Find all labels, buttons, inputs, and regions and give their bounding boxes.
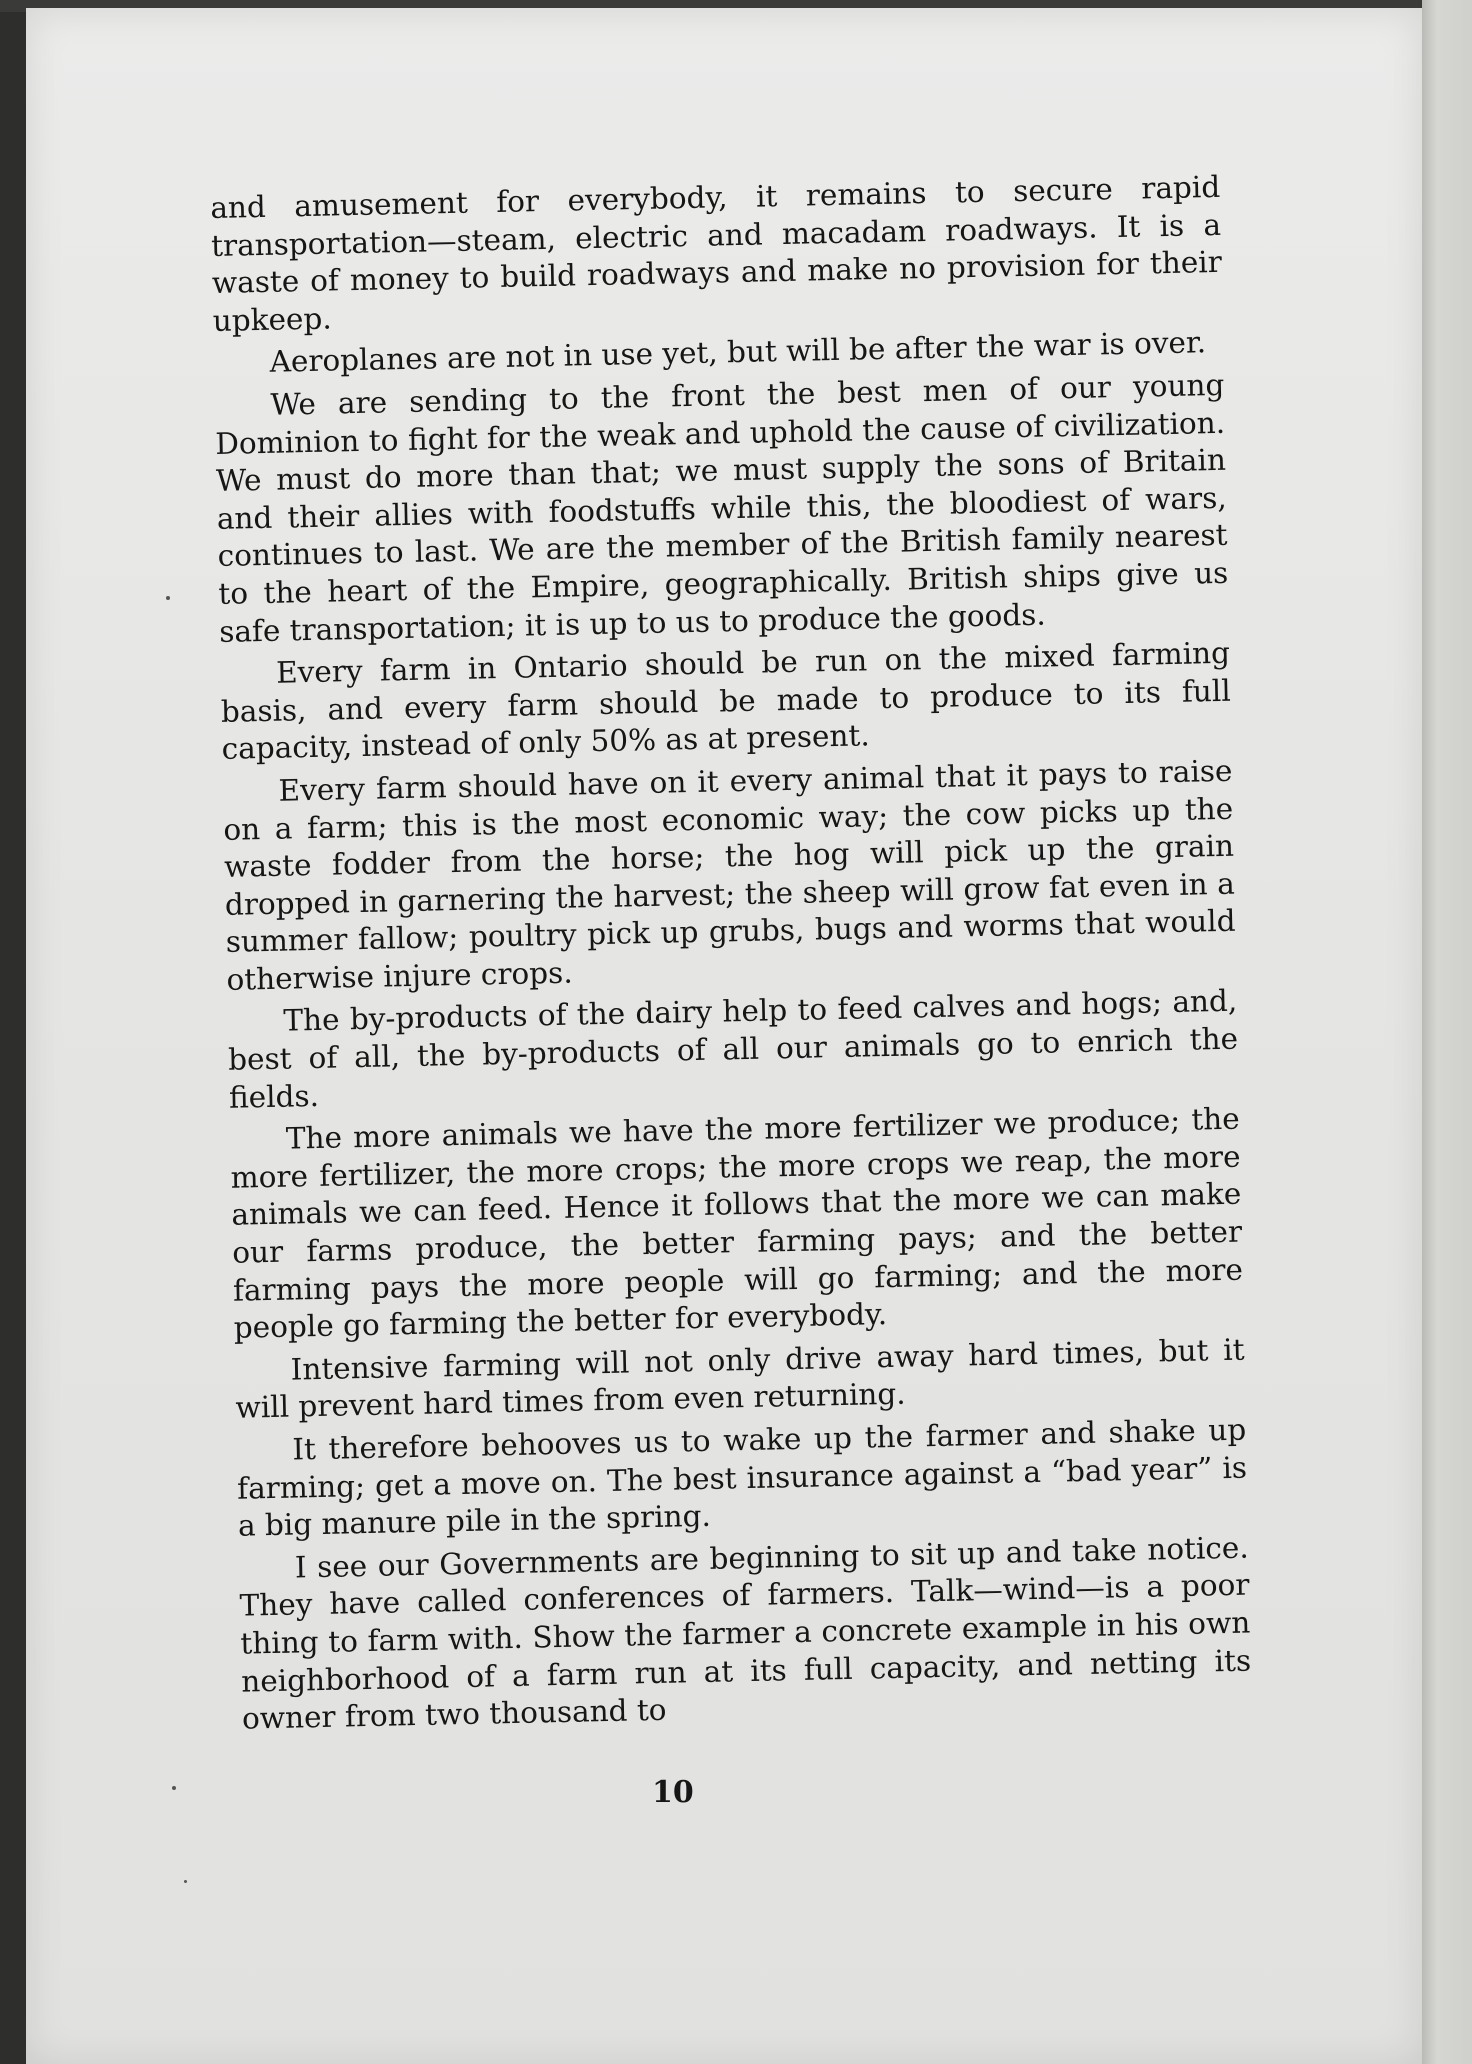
paragraph: Aeroplanes are not in use yet, but will be after the war is over. (269, 325, 1207, 380)
ink-speck (172, 1786, 176, 1790)
paragraph: The more animals we have the more fertilizer we produce; the more fertilizer, the more crops; the more crops we reap, the more animals we can feed. Hence it follows that the more we can make our farms produce, the better farming pays; and the better farming pays the more people will go farming; and the more people go farming the better for everybody. (230, 1101, 1244, 1345)
paragraph: It therefore behooves us to wake up the farmer and shake up farming; get a move on. The best insurance against a “bad year” is a big manure pile in the spring. (236, 1412, 1248, 1543)
ink-speck (166, 596, 170, 600)
scan-right-edge (1422, 0, 1472, 2064)
paragraph: Every farm should have on it every animal that it pays to raise on a farm; this is the most economic way; the cow picks up the waste fodder from the horse; the hog will pick up the grain dropped in garnering the harvest; the sheep will grow fat even in a summer fallow; poultry pick up grubs, bugs and worms that would otherwise injure crops. (223, 753, 1236, 997)
paragraph: We are sending to the front the best men of our young Dominion to fight for the weak and uphold the cause of civilization. We must do more than that; we must supply the sons of Britain and their allies with foodstuffs while this, the bloodiest of wars, continues to last. We are the member of the British family nearest to the heart of the Empire, geographically. British ships give us safe transportation; it is up to us to produce the goods. (214, 367, 1229, 649)
paragraph: Every farm in Ontario should be run on the mixed farming basis, and every farm should be made to produce to its full capacity, instead of only 50% as at present. (220, 635, 1232, 767)
paragraph: Intensive farming will not only drive away hard times, but it will prevent hard times from even returning. (235, 1332, 1245, 1426)
ink-speck (184, 1880, 187, 1883)
page-number: 10 (652, 1775, 694, 1810)
paragraph: I see our Governments are beginning to sit up and take notice. They have called conferences of farmers. Talk—wind—is a poor thing to farm with. Show the farmer a concrete example in his own neighborhood of a farm run at its full capacity, and netting its owner from two thousand to (239, 1530, 1252, 1736)
paragraph: The by-products of the dairy help to feed calves and hogs; and, best of all, the by-products of all our animals go to enrich the fields. (227, 984, 1239, 1115)
paragraph: and amusement for everybody, it remains to secure rapid transportation—steam, electric and macadam roadways. It is a waste of money to build roadways and make no provision for their upkeep. (210, 169, 1223, 338)
page-body-text (210, 169, 1252, 1744)
